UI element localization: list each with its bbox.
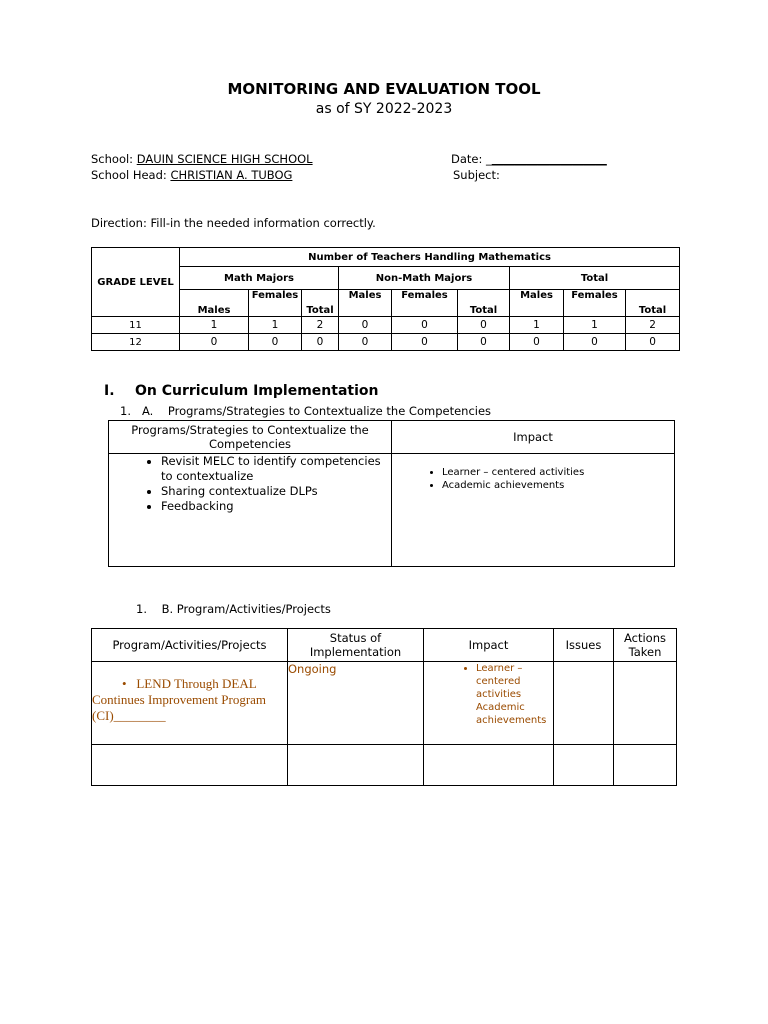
school-head-value: CHRISTIAN A. TUBOG: [170, 168, 293, 182]
document-subtitle: as of SY 2022-2023: [315, 101, 453, 117]
value-cell[interactable]: 0: [564, 334, 626, 351]
sub-header-males: Males: [180, 290, 249, 317]
list-item: • Feedbacking: [161, 499, 391, 514]
sub-header-females: Females: [249, 290, 302, 317]
programs-header: Programs/Strategies to Contextualize the Competencies: [109, 421, 392, 454]
value-cell[interactable]: 0: [392, 317, 458, 334]
list-item: Academic achievements: [476, 702, 547, 726]
section-1-title: On Curriculum Implementation: [135, 383, 379, 399]
impact-list-cell[interactable]: [392, 454, 675, 567]
empty-cell[interactable]: [288, 745, 424, 786]
value-cell[interactable]: 0: [339, 317, 392, 334]
program-activities-table: [91, 628, 677, 786]
actions-cell[interactable]: [614, 662, 677, 745]
empty-cell[interactable]: [554, 745, 614, 786]
program-cell[interactable]: [92, 662, 288, 745]
value-cell[interactable]: 0: [392, 334, 458, 351]
program-rest: Continues Improvement Program (CI)________: [92, 692, 267, 723]
value-cell[interactable]: 1: [510, 317, 564, 334]
direction-text: Direction: Fill-in the needed information correctly.: [91, 216, 376, 230]
school-line: [91, 152, 313, 166]
value-cell[interactable]: 0: [458, 317, 510, 334]
actions-header: Actions Taken: [614, 629, 677, 662]
date-label: Date: _: [451, 152, 492, 166]
grade-cell: 12: [92, 334, 180, 351]
school-label: School:: [91, 152, 134, 166]
program-bullet: • LEND Through DEAL: [122, 676, 257, 691]
list-item: • Learner – centered activities: [476, 662, 553, 701]
date-blank[interactable]: ____________________: [491, 152, 607, 166]
grade-cell: 11: [92, 317, 180, 334]
impact-text: Academic achievements: [442, 480, 565, 491]
status-value: Ongoing: [288, 662, 337, 676]
status-cell[interactable]: [288, 662, 424, 745]
value-cell[interactable]: 0: [458, 334, 510, 351]
list-item: • Sharing contextualize DLPs: [161, 484, 391, 499]
group-math-majors: Math Majors: [180, 267, 339, 290]
value-cell[interactable]: 2: [626, 317, 680, 334]
value-cell[interactable]: 2: [302, 317, 339, 334]
group-non-math-majors: Non-Math Majors: [339, 267, 510, 290]
table-row: [92, 334, 680, 351]
list-item: • Revisit MELC to identify competencies to contextualize: [161, 454, 391, 484]
issues-header: Issues: [554, 629, 614, 662]
school-head-label: School Head:: [91, 168, 167, 182]
sub-header-total: Total: [302, 290, 339, 317]
section-1-number: I.: [104, 383, 115, 399]
empty-cell[interactable]: [424, 745, 554, 786]
school-value: DAUIN SCIENCE HIGH SCHOOL: [136, 152, 313, 166]
sub-header-females: Females: [564, 290, 626, 317]
school-head-line: [91, 168, 292, 182]
impact-header: Impact: [424, 629, 554, 662]
document-title: MONITORING AND EVALUATION TOOL: [227, 80, 541, 98]
subsection-b-title: 1. B. Program/Activities/Projects: [136, 602, 331, 616]
list-item: • Learner – centered activities: [442, 466, 674, 479]
value-cell[interactable]: 0: [626, 334, 680, 351]
sub-header-males: Males: [339, 290, 392, 317]
contextualize-table: [108, 420, 675, 567]
group-total: Total: [510, 267, 680, 290]
sub-header-males: Males: [510, 290, 564, 317]
sub-header-females: Females: [392, 290, 458, 317]
value-cell[interactable]: 1: [249, 317, 302, 334]
grade-level-header: GRADE LEVEL: [92, 248, 180, 317]
empty-cell[interactable]: [614, 745, 677, 786]
value-cell[interactable]: 0: [510, 334, 564, 351]
sub-header-total: Total: [458, 290, 510, 317]
value-cell[interactable]: 0: [339, 334, 392, 351]
value-cell[interactable]: 1: [564, 317, 626, 334]
subject-label: Subject:: [453, 168, 500, 182]
table-row: [92, 317, 680, 334]
list-item: [442, 479, 674, 492]
teacher-count-table: [91, 247, 680, 351]
date-line: [451, 152, 607, 166]
impact-header: Impact: [392, 421, 675, 454]
program-bullet-text: LEND Through DEAL: [136, 676, 257, 691]
value-cell[interactable]: 0: [249, 334, 302, 351]
main-header: Number of Teachers Handling Mathematics: [180, 248, 680, 267]
subsection-a-title: 1. A. Programs/Strategies to Contextualize the Competencies: [120, 404, 492, 418]
value-cell[interactable]: 0: [180, 334, 249, 351]
status-header: Status of Implementation: [288, 629, 424, 662]
impact-cell[interactable]: [424, 662, 554, 745]
empty-cell[interactable]: [92, 745, 288, 786]
programs-list-cell[interactable]: [109, 454, 392, 567]
issues-cell[interactable]: [554, 662, 614, 745]
value-cell[interactable]: 0: [302, 334, 339, 351]
sub-header-total: Total: [626, 290, 680, 317]
value-cell[interactable]: 1: [180, 317, 249, 334]
pap-header: Program/Activities/Projects: [92, 629, 288, 662]
